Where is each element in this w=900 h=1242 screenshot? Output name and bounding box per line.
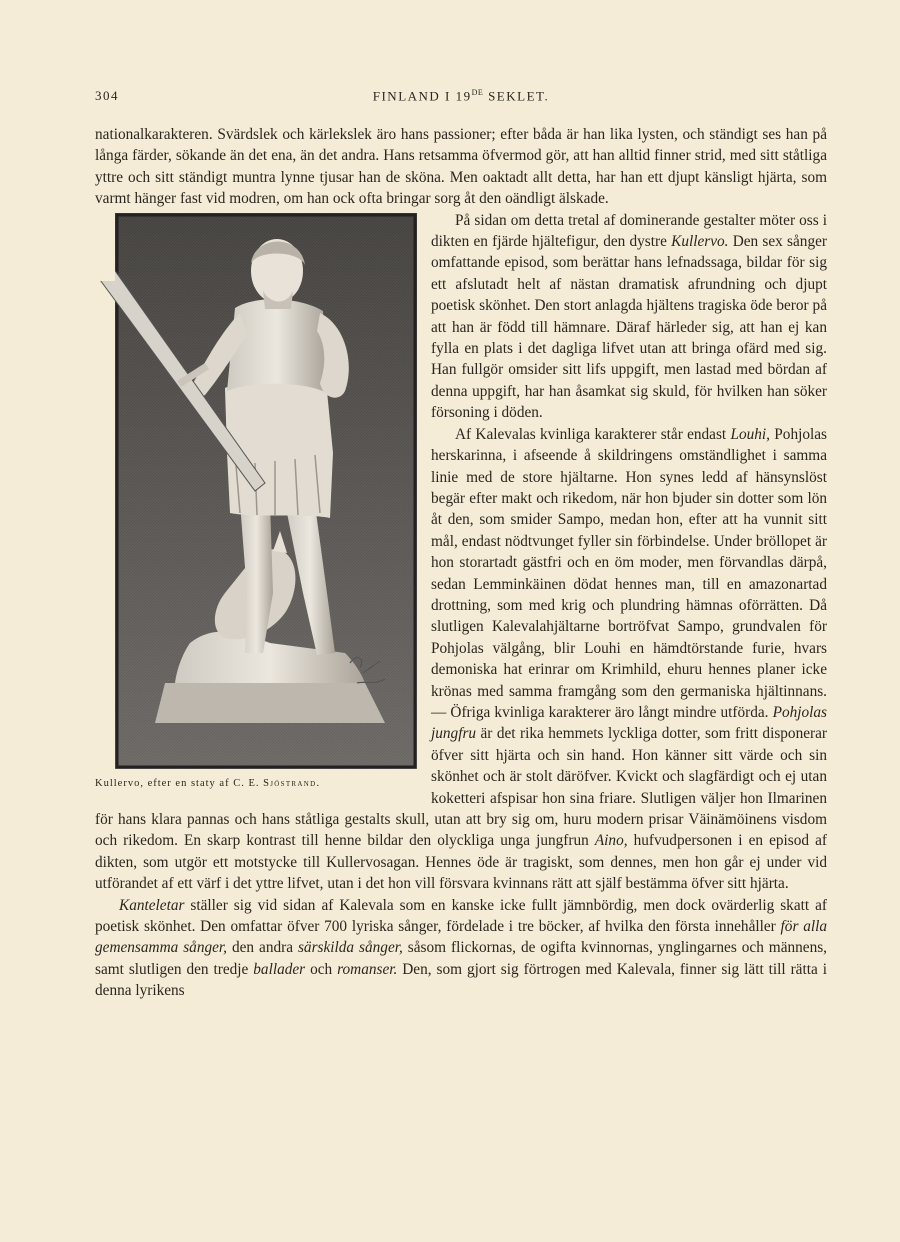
paragraph-1: nationalkarakteren. Svärdslek och kärlekslek äro hans passioner; efter båda är han lika lysten, och ständigt ses han på långa färder, sökande än det ena, än det andra. Hans retsamma öfvermod gör, att han alltid finner strid, med sitt ståtliga yttre och sitt ständigt muntra lynne tjusar han de sköna. Men oaktadt allt detta, har han ett djupt känsligt hjärta, som varmt hänger fast vid modren, om han ock ofta bringar sorg åt den oändligt älskade. (95, 126, 827, 208)
page-number: 304 (95, 88, 119, 103)
body-text (95, 124, 827, 1002)
paragraph-2: På sidan om detta tretal af dominerande gestalter möter oss i dikten en fjärde hjältefigur, den dystre Kullervo. Den sex sånger omfattande episod, som berättar hans lefnadssaga, bildar för sig ett afslutadt helt af nästan dramatisk afrundning och djupt poetisk skönhet. Den stort anlagda hjältens tragiska öde beror på att han är född till hämnare. Däraf härleder sig, att han ej kan fylla en plats i det dagliga lifvet utan att bringa ofärd med sig. Han fullgör omsider sitt lifs uppgift, men lastad med bördan af denna uppgift, har han åsamkat sig skuld, för hvilken han söker försoning i döden. (431, 211, 827, 422)
kullervo-statue-figure (95, 213, 417, 795)
running-title: FINLAND I 19DE SEKLET. (372, 88, 550, 104)
paragraph-4: Kanteletar ställer sig vid sidan af Kalevala som en kanske icke fullt jämnbördig, men dock ovärderlig skatt af poetisk skönhet. Den omfattar öfver 700 lyriska sånger, fördelade i tre böcker, af hvilka den första innehåller för alla gemensamma sånger, den andra särskilda sånger, såsom flickornas, de ogifta kvinnornas, ynglingarnes och männens, samt slutligen den tredje ballader och romanser. Den, som gjort sig förtrogen med Kalevala, finner sig lätt till rätta i denna lyrikens (95, 896, 828, 1000)
kullervo-statue-engraving (95, 213, 417, 769)
figure-caption: Kullervo, efter en staty af C. E. Sjöstrand. (95, 777, 321, 789)
running-head (95, 88, 827, 106)
paragraph-3: Af Kalevalas kvinliga karakterer står endast Louhi, Pohjolas herskarinna, i afseende å skildringens omständlighet i samma linie med de store hjältarne. Hon synes ledd af hänsynslöst begär efter makt och rikedom, när hon bjuder sin dotter som lön åt den, som smider Sampo, medan hon, efter att ha vunnit sitt mål, endast nödtvunget fyller sin förbindelse. Under bröllopet är hon storartadt gästfri och en öm moder, men förvandlas därpå, sedan Lemminkäinen dödat hennes man, till en amazonartad drottning, som med krig och plundring hämnas oförrätten. Då slutligen Kalevalahjältarne bortröfvat Sampo, grundvalen för Pohjolas välgång, blir Louhi en hämdtörstande furie, hvars demoniska hat erinrar om Krimhild, ehuru hennes planer icke krönas med samma framgång som den germaniska hjältinnans. — Öfriga kvinliga karakterer äro långt mindre utförda. Pohjolas jungfru är det rika hemmets lyckliga dotter, som fritt disponerar öfver sitt hjärta och sin hand. Hon känner sitt värde och sin skönhet och är stolt däröfver. Kvickt och slagfärdigt och ej utan koketteri afspisar hon sina friare. Slutligen väljer hon Ilmarinen för hans klara pannas och hans ståtliga gestalts skull, utan att bry sig om, huru modern prisar Väinämöinens visdom och rikedom. En skarp kontrast till henne bildar den olyckliga unga jungfrun Aino, hufvudpersonen i en episod af dikten, som utgör ett motstycke till Kullervosagan. Hennes öde är tragiskt, som dennes, men hon går ej under vid utförandet af ett värf i det yttre lifvet, utan i det hon vill försvara kvinnans rätt att själf bestämma öfver sitt hjärta. (95, 425, 827, 893)
